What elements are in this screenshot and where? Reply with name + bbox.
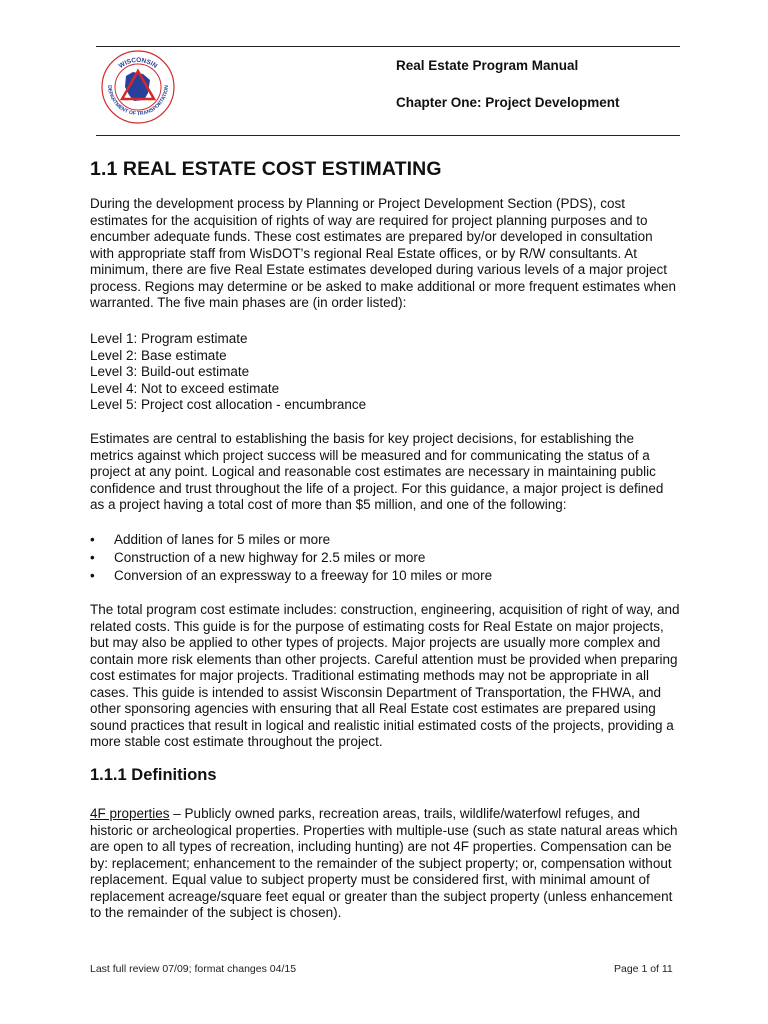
- bullet-icon: •: [90, 532, 95, 547]
- level-item: Level 3: Build-out estimate: [90, 364, 250, 379]
- list-item: [90, 549, 492, 567]
- level-list: [90, 331, 680, 414]
- level-item: Level 2: Base estimate: [90, 347, 227, 363]
- list-item-text: Construction of a new highway for 2.5 miles or more: [114, 550, 426, 565]
- manual-title: Real Estate Program Manual: [396, 58, 579, 73]
- level-item: Level 5: Project cost allocation - encumbrance: [90, 397, 367, 412]
- intro-paragraph: During the development process by Planning or Project Development Section (PDS), cost estimates for the acquisition of rights of way are required for project planning purposes and to encumber adequate funds. These cost estimates are prepared by/or developed in consultation with appropriate staff from WisDOT’s regional Real Estate offices, or by R/W consultants. At minimum, there are five Real Estate estimates developed during various levels of a major project process. Regions may determine or be asked to make additional or more frequent estimates when warranted. The five main phases are (in order listed):: [90, 196, 677, 310]
- chapter-title: Chapter One: Project Development: [396, 95, 620, 110]
- bullet-icon: •: [90, 568, 95, 583]
- footer-review-date: Last full review 07/09; format changes 04/15: [90, 963, 297, 975]
- definition-4f-paragraph: [90, 806, 680, 922]
- list-item: [90, 531, 492, 549]
- list-item-text: Conversion of an expressway to a freeway for 10 miles or more: [114, 568, 493, 583]
- logo-text-top: WISCONSIN: [117, 56, 159, 70]
- list-item: [90, 567, 492, 585]
- wisdot-logo: [98, 47, 178, 127]
- term-4f-properties: 4F properties: [90, 806, 170, 821]
- list-item-text: Addition of lanes for 5 miles or more: [114, 532, 331, 547]
- level-item: Level 4: Not to exceed estimate: [90, 380, 280, 396]
- level-item: Level 1: Program estimate: [90, 331, 248, 346]
- header-bottom-rule: [96, 135, 680, 136]
- definitions-heading: 1.1.1 Definitions: [90, 766, 217, 784]
- major-project-criteria-list: [90, 531, 492, 585]
- importance-paragraph: Estimates are central to establishing the basis for key project decisions, for establishing the metrics against which project success will be measured and for communicating the status of a project at any point. Logical and reasonable cost estimates are necessary in maintaining public confidence and trust throughout the life of a project. For this guidance, a major project is defined as a project having a total cost of more than $5 million, and one of the following:: [90, 431, 664, 512]
- definition-text: – Publicly owned parks, recreation areas, trails, wildlife/waterfowl refuges, and historic or archeological properties. Properties with multiple-use (such as state natural areas which are open to all types of recreation, including hunting) are not 4F properties. Compensation can be by: replacement; enhancement to the remainder of the subject property; or, compensation without replacement. Equal value to subject property must be considered first, with minimal amount of replacement acreage/square feet equal or greater than the subject property (unless enhancement to the remainder of the subject is chosen).: [90, 806, 678, 920]
- page-number: Page 1 of 11: [614, 963, 673, 975]
- section-heading: 1.1 REAL ESTATE COST ESTIMATING: [90, 158, 442, 180]
- bullet-icon: •: [90, 550, 95, 565]
- logo-text-bottom: DEPARTMENT OF TRANSPORTATION: [105, 84, 171, 118]
- header-top-rule: [96, 46, 680, 47]
- program-cost-paragraph: The total program cost estimate includes: construction, engineering, acquisition of right of way, and related costs. This guide is for the purpose of estimating costs for Real Estate on major projects, but may also be applied to other types of projects. Major projects are usually more complex and contain more risk elements than other projects. Careful attention must be provided when preparing cost estimates for major projects. Traditional estimating methods may not be appropriate in all cases. This guide is intended to assist Wisconsin Department of Transportation, the FHWA, and other sponsoring agencies with ensuring that all Real Estate cost estimates are prepared using sound practices that result in logical and realistic initial estimated costs of the projects, providing a more stable cost estimate throughout the project.: [90, 602, 680, 749]
